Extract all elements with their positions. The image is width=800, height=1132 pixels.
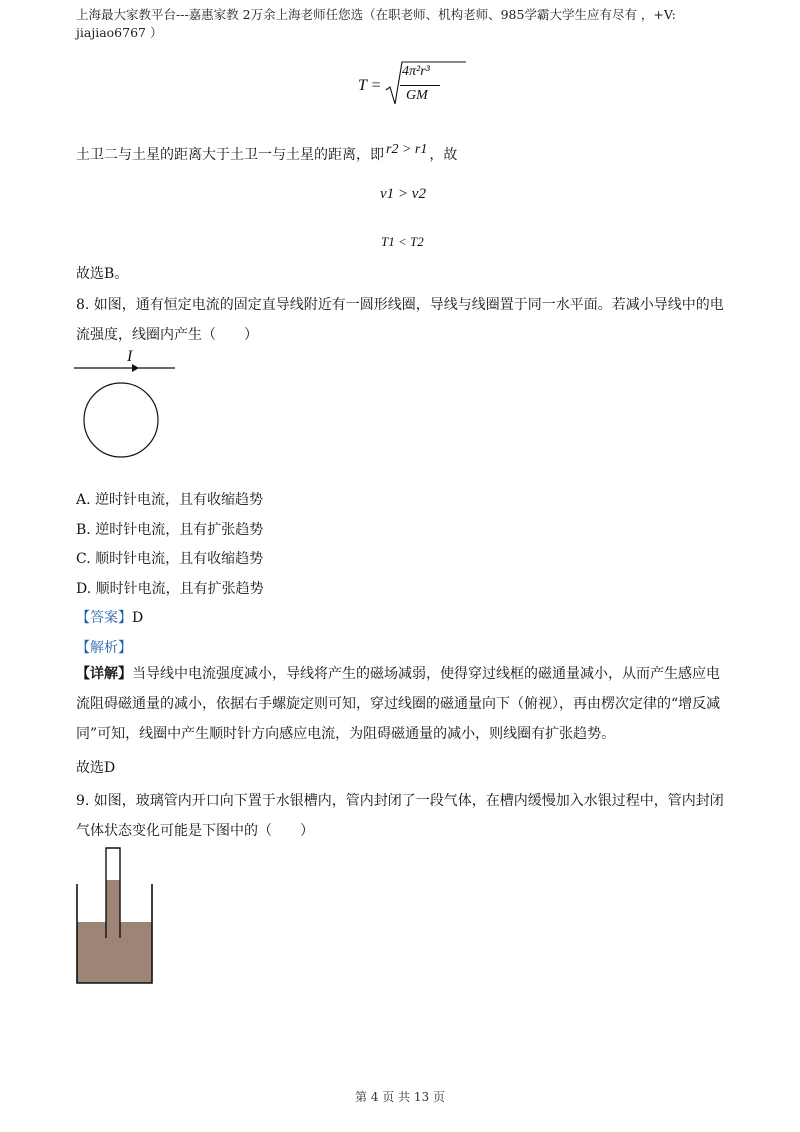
mercury-in-tube [106,880,120,938]
q8-conclusion: 故选D [76,760,116,776]
header-line-1: 上海最大家教平台---嘉惠家教 2万余上海老师任您选（在职老师、机构老师、985学霸大学生应有尽有 ，+V: [76,7,676,22]
answer-value: D [132,610,144,626]
option-c: C. 顺时针电流，且有收缩趋势 [76,551,264,567]
wire-coil-figure [72,350,192,460]
current-arrow-icon [132,364,139,372]
mercury-tube-figure [74,846,164,986]
formula-lhs: T = [358,77,382,94]
answer-tag: 【答案】 [76,610,132,626]
velocity-compare: v1 > v2 [380,186,426,202]
detail-text: 当导线中电流强度减小，导线将产生的磁场减弱，使得穿过线框的磁通量减小，从而产生感应电流阻碍磁通量的减小，依据右手螺旋定则可知，穿过线圈的磁通量向下（俯视），再由楞次定律的“增反减同”可知，线圈中产生顺时针方向感应电流，为阻碍磁通量的减小，则线圈有扩张趋势。 [76,666,721,742]
option-b: B. 逆时针电流，且有扩张趋势 [76,522,264,538]
option-d: D. 顺时针电流，且有扩张趋势 [76,581,264,597]
q7-conclusion: 故选B。 [76,266,129,282]
period-compare: T1 < T2 [381,234,424,249]
page-footer: 第 4 页 共 13 页 [355,1090,445,1104]
q7-distance-line [76,144,457,164]
period-formula [358,60,468,110]
detail-tag: 【详解】 [76,666,132,682]
q7-inline-math: r2 > r1 [386,142,428,157]
q7-text-after: ，故 [429,147,458,163]
q8-stem: 8. 如图，通有恒定电流的固定直导线附近有一圆形线圈，导线与线圈置于同一水平面。若减小导线中的电流强度，线圈内产生（ ） [76,297,724,343]
q7-text-before: 土卫二与土星的距离大于土卫一与土星的距离，即 [76,147,384,163]
q9-stem: 9. 如图，玻璃管内开口向下置于水银槽内，管内封闭了一段气体，在槽内缓慢加入水银过程中，管内封闭气体状态变化可能是下图中的（ ） [76,793,724,839]
formula-denominator: GM [406,88,428,103]
detail-paragraph [76,659,731,749]
fraction-bar [400,85,440,86]
option-a: A. 逆时针电流，且有收缩趋势 [76,492,264,508]
current-label: I [127,348,133,365]
analysis-tag: 【解析】 [76,640,132,656]
page-header [76,6,736,42]
formula-numerator: 4π²r³ [402,64,430,79]
answer-line [76,607,143,627]
circular-coil [84,383,158,457]
header-line-2: jiajiao6767 ） [76,25,163,40]
